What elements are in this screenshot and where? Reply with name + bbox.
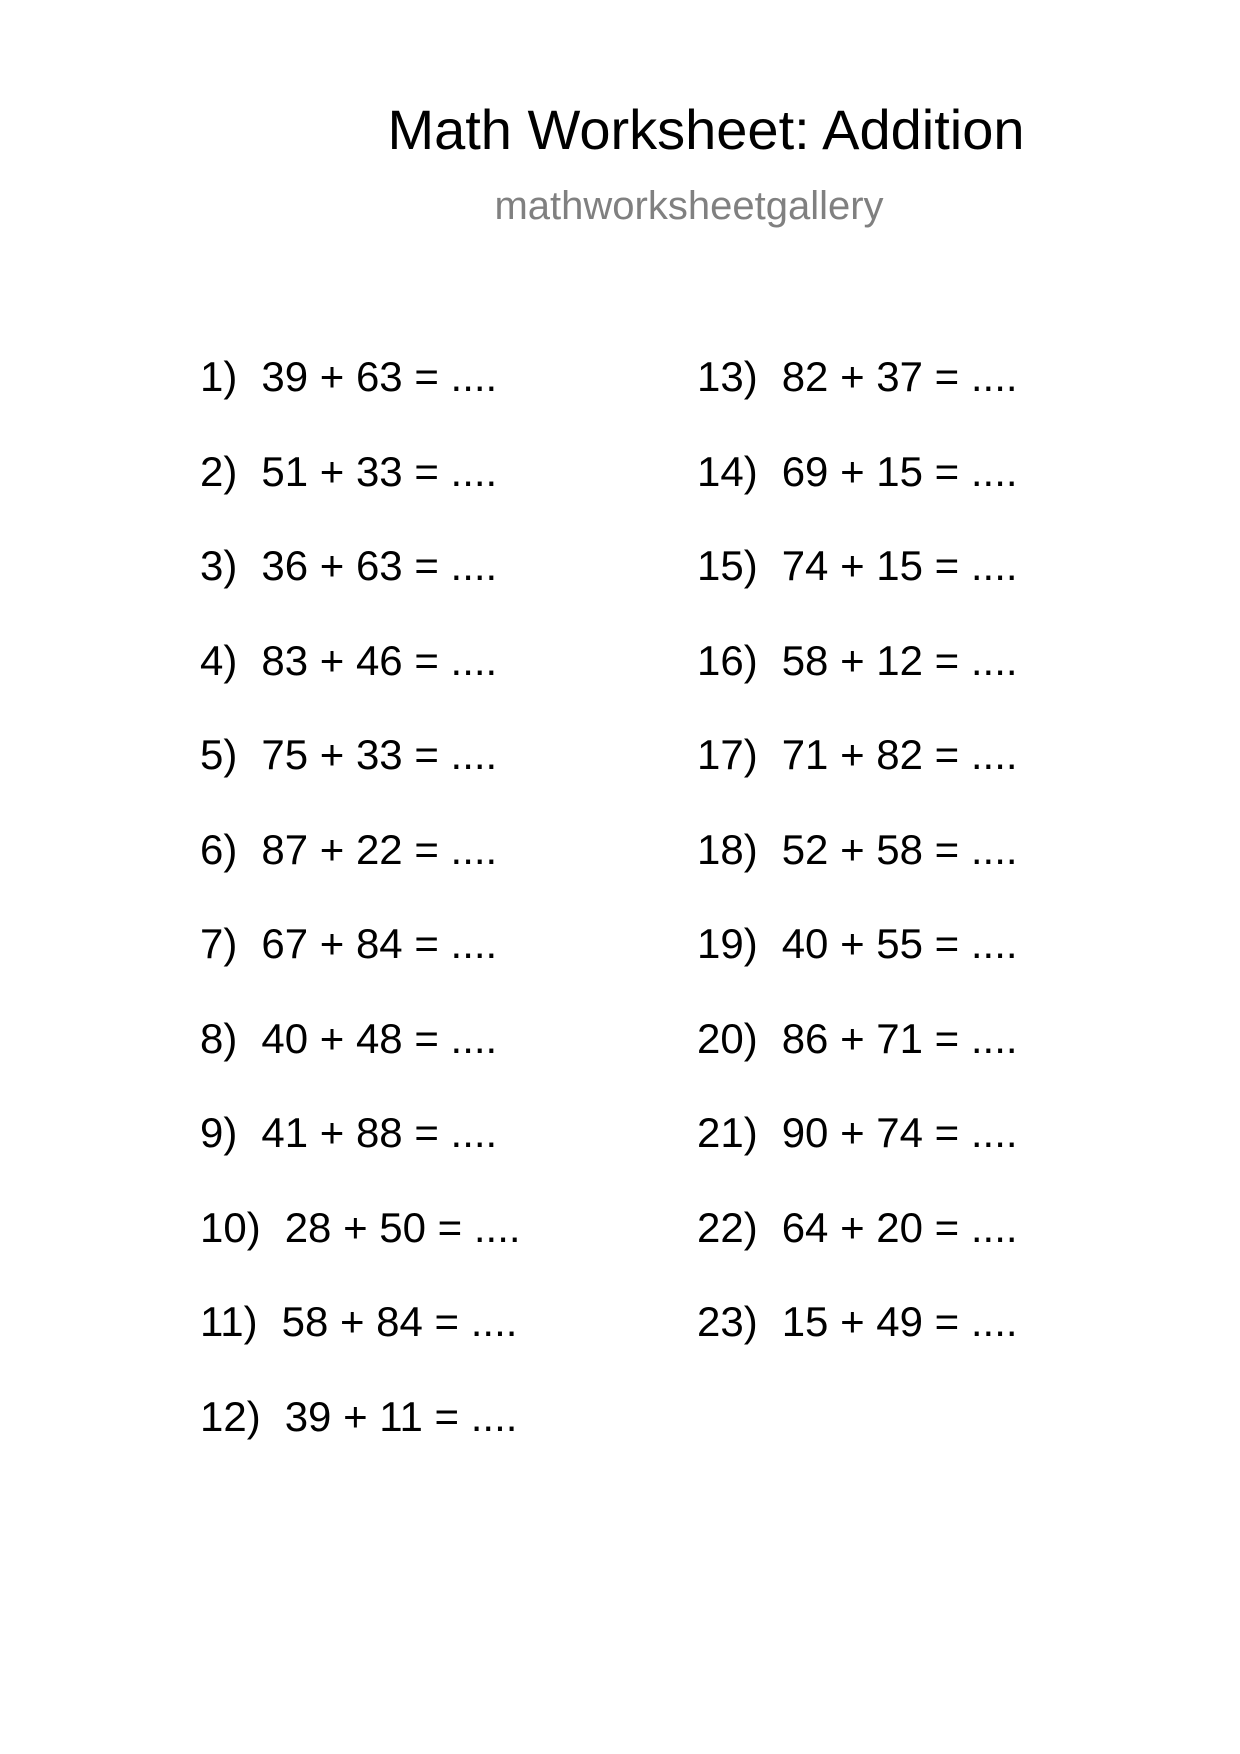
problem-item xyxy=(200,730,497,780)
problem-number: 16) xyxy=(697,636,758,684)
problem-item xyxy=(697,541,1018,591)
problem-number: 3) xyxy=(200,542,238,589)
problem-number: 5) xyxy=(200,731,238,778)
problem-item xyxy=(200,1203,521,1253)
problem-number: 22) xyxy=(697,1203,758,1251)
problem-item xyxy=(697,1014,1018,1064)
problem-item xyxy=(200,447,497,497)
problem-expression: 28 + 50 = .... xyxy=(284,1203,521,1251)
problem-item xyxy=(697,919,1018,969)
problem-number: 9) xyxy=(200,1109,238,1156)
problem-expression: 83 + 46 = .... xyxy=(261,636,498,684)
problem-number: 10) xyxy=(200,1203,261,1251)
problem-item xyxy=(200,1392,517,1442)
problem-expression: 90 + 74 = .... xyxy=(781,1109,1018,1156)
problem-number: 4) xyxy=(200,636,238,684)
problem-expression: 52 + 58 = .... xyxy=(781,825,1018,873)
problem-item xyxy=(697,636,1018,686)
problem-item xyxy=(697,730,1018,780)
problem-number: 21) xyxy=(697,1109,758,1156)
problem-number: 20) xyxy=(697,1014,758,1062)
problem-number: 23) xyxy=(697,1298,758,1345)
problem-expression: 39 + 11 = .... xyxy=(284,1392,518,1440)
problem-number: 1) xyxy=(200,353,238,400)
problem-expression: 51 + 33 = .... xyxy=(261,447,498,495)
problem-expression: 58 + 84 = .... xyxy=(281,1298,518,1345)
problem-item xyxy=(697,1297,1018,1347)
problem-expression: 74 + 15 = .... xyxy=(781,542,1018,589)
problem-number: 19) xyxy=(697,920,758,967)
problem-expression: 69 + 15 = .... xyxy=(781,447,1018,495)
worksheet-title: Math Worksheet: Addition xyxy=(387,98,1025,161)
problem-expression: 64 + 20 = .... xyxy=(781,1203,1018,1251)
problem-expression: 15 + 49 = .... xyxy=(781,1298,1018,1345)
problem-expression: 67 + 84 = .... xyxy=(261,920,498,967)
problem-item xyxy=(200,1014,497,1064)
problem-item xyxy=(200,1297,517,1347)
problem-number: 7) xyxy=(200,920,238,967)
problem-number: 18) xyxy=(697,825,758,873)
problem-expression: 40 + 48 = .... xyxy=(261,1014,498,1062)
problem-item xyxy=(697,1108,1018,1158)
problem-item xyxy=(200,1108,497,1158)
problem-expression: 75 + 33 = .... xyxy=(261,731,498,778)
problem-item xyxy=(200,352,497,402)
problem-number: 12) xyxy=(200,1392,261,1440)
problem-expression: 87 + 22 = .... xyxy=(261,825,498,873)
problem-number: 6) xyxy=(200,825,238,873)
problem-number: 8) xyxy=(200,1014,238,1062)
problem-expression: 71 + 82 = .... xyxy=(781,731,1018,778)
problem-item xyxy=(697,825,1018,875)
source-label: mathworksheetgallery xyxy=(494,184,884,228)
problem-item xyxy=(697,352,1018,402)
problem-item xyxy=(697,1203,1018,1253)
problem-number: 13) xyxy=(697,353,758,400)
problem-number: 15) xyxy=(697,542,758,589)
problem-expression: 41 + 88 = .... xyxy=(261,1109,498,1156)
problem-number: 14) xyxy=(697,447,758,495)
problem-item xyxy=(200,919,497,969)
problem-number: 2) xyxy=(200,447,238,495)
problem-number: 11) xyxy=(200,1298,258,1345)
problem-expression: 36 + 63 = .... xyxy=(261,542,498,589)
problem-expression: 39 + 63 = .... xyxy=(261,353,498,400)
problem-expression: 58 + 12 = .... xyxy=(781,636,1018,684)
problem-expression: 40 + 55 = .... xyxy=(781,920,1018,967)
problem-expression: 86 + 71 = .... xyxy=(781,1014,1018,1062)
problem-item xyxy=(697,447,1018,497)
problem-item xyxy=(200,636,497,686)
problem-number: 17) xyxy=(697,731,758,778)
problem-expression: 82 + 37 = .... xyxy=(781,353,1018,400)
problem-item xyxy=(200,541,497,591)
problem-item xyxy=(200,825,497,875)
